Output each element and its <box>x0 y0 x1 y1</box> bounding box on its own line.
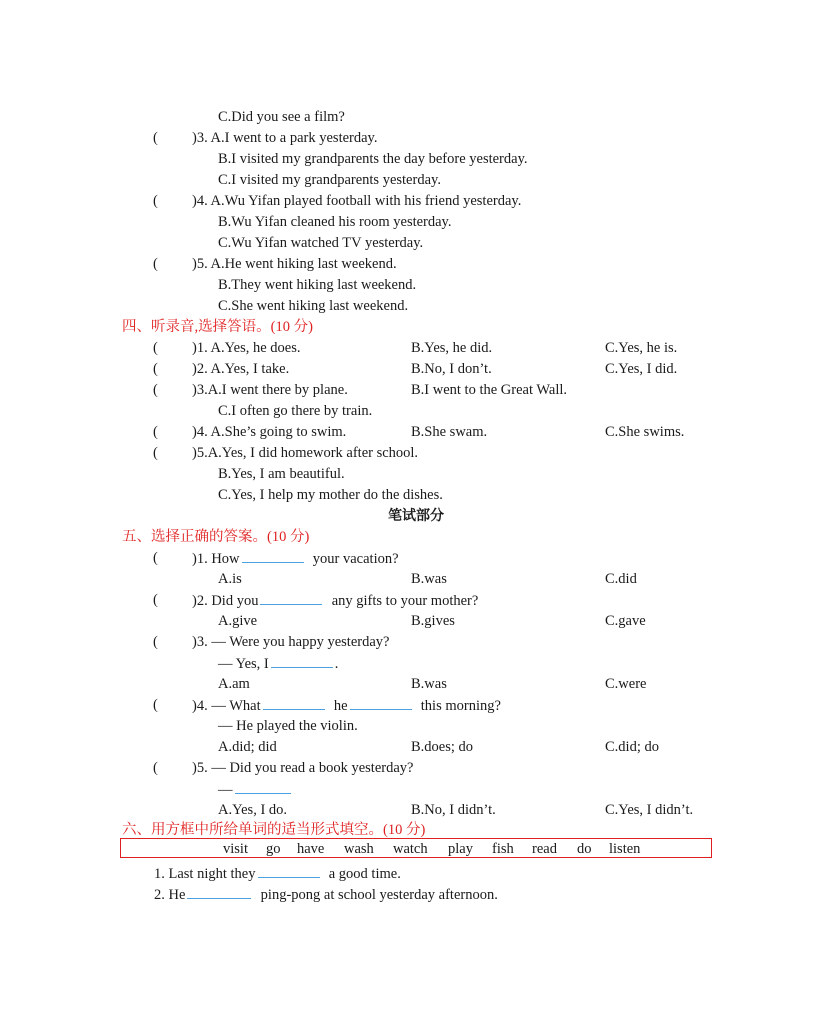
s5-q1-stem <box>192 549 399 567</box>
s5-q4-option-a: A.did; did <box>218 739 277 755</box>
s4-q5-option-c: C.Yes, I help my mother do the dishes. <box>218 487 443 503</box>
s5-q1-stem-pre: )1. How <box>192 551 240 567</box>
s5-q5-line2 <box>218 780 293 798</box>
listening-q5-option-a: )5. A.He went hiking last weekend. <box>192 256 397 272</box>
s5-q5-option-b: B.No, I didn’t. <box>411 802 496 818</box>
listening-q3-option-a: )3. A.I went to a park yesterday. <box>192 130 378 146</box>
written-part-title: 笔试部分 <box>388 508 444 524</box>
s5-q2-option-c: C.gave <box>605 613 646 629</box>
answer-paren: ( <box>153 340 158 356</box>
word-bank-word: fish <box>492 841 514 857</box>
s4-q3-option-a: )3.A.I went there by plane. <box>192 382 348 398</box>
section6-heading: 六、用方框中所给单词的适当形式填空。(10 分) <box>122 822 426 838</box>
s5-q3-option-b: B.was <box>411 676 447 692</box>
word-bank-word: do <box>577 841 592 857</box>
s4-q5-option-a: )5.A.Yes, I did homework after school. <box>192 445 419 461</box>
s5-q1-option-b: B.was <box>411 571 447 587</box>
s5-q4-stem-mid: he <box>333 698 348 714</box>
answer-paren: ( <box>153 193 158 209</box>
answer-paren: ( <box>153 634 158 650</box>
s5-q2-option-a: A.give <box>218 613 258 629</box>
s4-q1-option-b: B.Yes, he did. <box>411 340 493 356</box>
section5-heading: 五、选择正确的答案。(10 分) <box>122 529 310 545</box>
word-bank-word: visit <box>223 841 248 857</box>
answer-blank[interactable] <box>263 696 325 710</box>
s5-q4-option-b: B.does; do <box>411 739 474 755</box>
s5-q4-stem-post: this morning? <box>420 698 501 714</box>
answer-blank[interactable] <box>258 864 320 878</box>
s5-q5-line2-pre: — <box>218 782 233 798</box>
listening-q5-option-b: B.They went hiking last weekend. <box>218 277 417 293</box>
s6-q1-post: a good time. <box>328 866 401 882</box>
listening-q3-option-c: C.I visited my grandparents yesterday. <box>218 172 441 188</box>
s5-q5-option-c: C.Yes, I didn’t. <box>605 802 694 818</box>
listening-q4-option-b: B.Wu Yifan cleaned his room yesterday. <box>218 214 452 230</box>
s5-q5-line1: )5. — Did you read a book yesterday? <box>192 760 414 776</box>
answer-paren: ( <box>153 550 158 566</box>
s4-q1-option-a: )1. A.Yes, he does. <box>192 340 301 356</box>
answer-paren: ( <box>153 592 158 608</box>
s4-q4-option-b: B.She swam. <box>411 424 488 440</box>
s4-q2-option-a: )2. A.Yes, I take. <box>192 361 290 377</box>
s5-q1-option-a: A.is <box>218 571 242 587</box>
word-bank-box <box>120 838 712 858</box>
s5-q3-option-a: A.am <box>218 676 250 692</box>
listening-q3-option-b: B.I visited my grandparents the day before yesterday. <box>218 151 528 167</box>
s5-q2-option-b: B.gives <box>411 613 455 629</box>
s5-q2-stem-pre: )2. Did you <box>192 593 259 609</box>
s5-q3-option-c: C.were <box>605 676 647 692</box>
answer-paren: ( <box>153 361 158 377</box>
s4-q3-option-c: C.I often go there by train. <box>218 403 373 419</box>
s5-q3-line2-post: . <box>334 656 339 672</box>
s5-q4-option-c: C.did; do <box>605 739 659 755</box>
s5-q2-stem <box>192 591 478 609</box>
answer-paren: ( <box>153 130 158 146</box>
s6-q2 <box>154 885 498 903</box>
s4-q1-option-c: C.Yes, he is. <box>605 340 678 356</box>
s6-q1 <box>154 864 401 882</box>
answer-paren: ( <box>153 382 158 398</box>
word-bank-word: have <box>297 841 325 857</box>
word-bank-word: go <box>266 841 281 857</box>
s5-q3-line1: )3. — Were you happy yesterday? <box>192 634 390 650</box>
s6-q2-post: ping-pong at school yesterday afternoon. <box>260 887 498 903</box>
answer-blank[interactable] <box>235 780 291 794</box>
s4-q4-option-a: )4. A.She’s going to swim. <box>192 424 347 440</box>
s5-q4-line2: — He played the violin. <box>218 718 358 734</box>
s4-q5-option-b: B.Yes, I am beautiful. <box>218 466 345 482</box>
s5-q5-option-a: A.Yes, I do. <box>218 802 288 818</box>
answer-paren: ( <box>153 760 158 776</box>
s5-q2-stem-post: any gifts to your mother? <box>331 593 479 609</box>
answer-blank[interactable] <box>242 549 304 563</box>
listening-q4-option-a: )4. A.Wu Yifan played football with his friend yesterday. <box>192 193 522 209</box>
answer-blank[interactable] <box>271 654 333 668</box>
s5-q4-stem <box>192 696 501 714</box>
answer-paren: ( <box>153 697 158 713</box>
word-bank-word: read <box>532 841 557 857</box>
s5-q1-option-c: C.did <box>605 571 637 587</box>
answer-paren: ( <box>153 256 158 272</box>
section4-heading: 四、听录音,选择答语。(10 分) <box>122 319 313 335</box>
s5-q1-stem-post: your vacation? <box>312 551 399 567</box>
listening-q2-option-c: C.Did you see a film? <box>218 109 345 125</box>
answer-blank[interactable] <box>260 591 322 605</box>
s4-q4-option-c: C.She swims. <box>605 424 685 440</box>
s5-q4-stem-pre: )4. — What <box>192 698 261 714</box>
word-bank-word: wash <box>344 841 374 857</box>
s5-q3-line2-pre: — Yes, I <box>218 656 269 672</box>
listening-q5-option-c: C.She went hiking last weekend. <box>218 298 409 314</box>
s4-q2-option-c: C.Yes, I did. <box>605 361 678 377</box>
s6-q1-pre: 1. Last night they <box>154 866 256 882</box>
answer-blank[interactable] <box>187 885 251 899</box>
word-bank-word: listen <box>609 841 641 857</box>
s4-q3-option-b: B.I went to the Great Wall. <box>411 382 568 398</box>
listening-q4-option-c: C.Wu Yifan watched TV yesterday. <box>218 235 424 251</box>
s5-q3-line2 <box>218 654 338 672</box>
answer-paren: ( <box>153 445 158 461</box>
word-bank-word: watch <box>393 841 428 857</box>
word-bank-word: play <box>448 841 473 857</box>
answer-blank[interactable] <box>350 696 412 710</box>
answer-paren: ( <box>153 424 158 440</box>
s6-q2-pre: 2. He <box>154 887 186 903</box>
s4-q2-option-b: B.No, I don’t. <box>411 361 492 377</box>
